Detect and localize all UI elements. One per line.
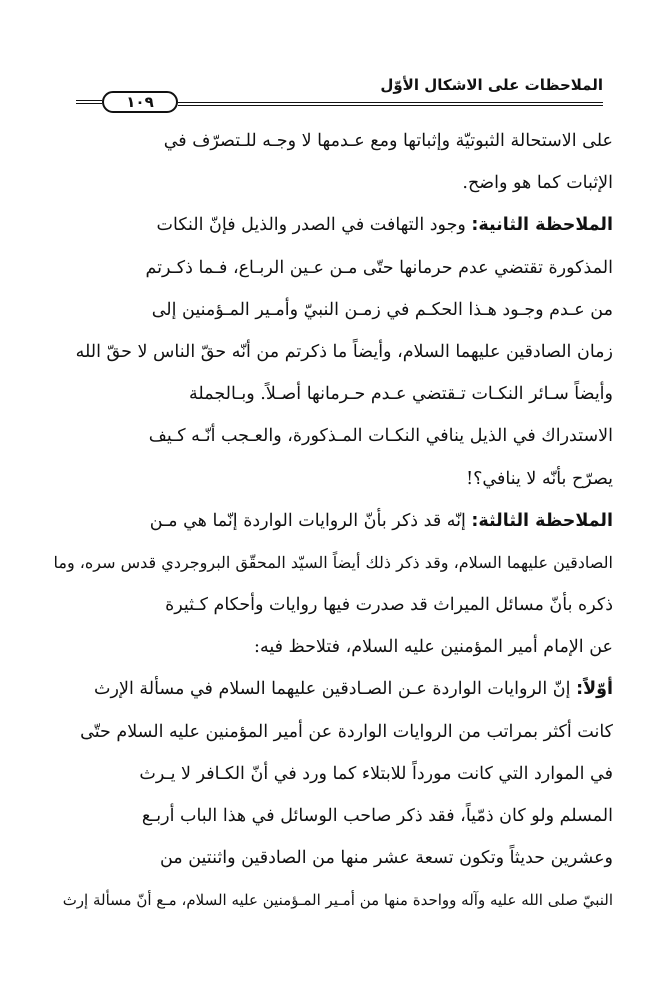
text-line — [51, 837, 613, 879]
section-heading: الملاحظة الثالثة: — [471, 510, 613, 531]
text-line — [51, 289, 613, 331]
line-text: إنّ الروايات الواردة عـن الصـادقين عليهما السلام في مسألة الإرث — [94, 679, 577, 700]
section-heading: الملاحظة الثانية: — [471, 215, 613, 236]
text-line — [51, 458, 613, 500]
line-text: الصادقين عليهما السلام، وقد ذكر ذلك أيضاً السيّد المحقّق البروجردي قدس سره، وما — [53, 552, 613, 572]
line-text: في الموارد التي كانت مورداً للابتلاء كما ورد في أنّ الكـافر لا يـرث — [139, 763, 613, 784]
text-line — [51, 415, 613, 457]
text-line — [51, 584, 613, 626]
text-line — [51, 795, 613, 837]
line-text: ذكره بأنّ مسائل الميراث قد صدرت فيها روايات وأحكام كـثيرة — [165, 595, 613, 616]
text-line — [51, 331, 613, 373]
line-text: المسلم ولو كان ذمّياً، فقد ذكر صاحب الوسائل في هذا الباب أربـع — [141, 806, 613, 826]
line-text: من عـدم وجـود هـذا الحكـم في زمـن النبيّ وأمـير المـؤمنين إلى — [151, 299, 613, 320]
line-text: وجود التهافت في الصدر والذيل فإنّ النكات — [156, 215, 472, 236]
running-title: الملاحظات على الاشكال الأوّل — [380, 76, 603, 94]
line-text: وأيضاً سـائر النكـات تـقتضي عـدم حـرمانها أصـلاً. وبـالجملة — [189, 384, 613, 405]
line-text: على الاستحالة الثبوتيّة وإثباتها ومع عـدمها لا وجـه للـتصرّف في — [163, 131, 613, 151]
text-line — [51, 626, 613, 668]
line-text: يصرّح بأنّه لا ينافي؟! — [466, 468, 613, 489]
text-line — [51, 373, 613, 415]
header-rule — [178, 102, 603, 106]
text-line — [51, 879, 613, 921]
page-header — [96, 70, 603, 110]
line-text: المذكورة تقتضي عدم حرمانها حتّى مـن عـين الربـاع، فـما ذكـرتم — [145, 257, 613, 278]
line-text: النبيّ صلى الله عليه وآله وواحدة منها من أمـير المـؤمنين عليه السلام، مـع أنّ مسألة إرث — [62, 891, 613, 910]
text-line — [51, 247, 613, 289]
line-text: زمان الصادقين عليهما السلام، وأيضاً ما ذكرتم من أنّه حقّ الناس لا حقّ الله — [75, 341, 613, 362]
line-text: عن الإمام أمير المؤمنين عليه السلام، فتلاحظ فيه: — [254, 637, 613, 658]
line-text: الاستدراك في الذيل ينافي النكـات المـذكورة، والعـجب أنّـه كـيف — [148, 426, 613, 447]
text-line — [51, 668, 613, 710]
text-line — [51, 542, 613, 584]
text-line — [51, 500, 613, 542]
text-line — [51, 162, 613, 204]
line-text: كانت أكثر بمراتب من الروايات الواردة عن أمير المؤمنين عليه السلام حتّى — [80, 721, 613, 742]
line-text: إنّه قد ذكر بأنّ الروايات الواردة إنّما هي مـن — [149, 510, 472, 531]
text-line — [51, 204, 613, 246]
header-rule-tail — [76, 100, 102, 104]
text-line — [51, 711, 613, 753]
text-line — [51, 120, 613, 162]
line-text: وعشرين حديثاً وتكون تسعة عشر منها من الصادقين واثنتين من — [159, 848, 613, 869]
section-heading: أوّلاً: — [576, 679, 613, 700]
body-text — [51, 120, 613, 922]
line-text: الإثبات كما هو واضح. — [462, 173, 613, 194]
page-number: ١٠٩ — [102, 91, 178, 113]
text-line — [51, 753, 613, 795]
